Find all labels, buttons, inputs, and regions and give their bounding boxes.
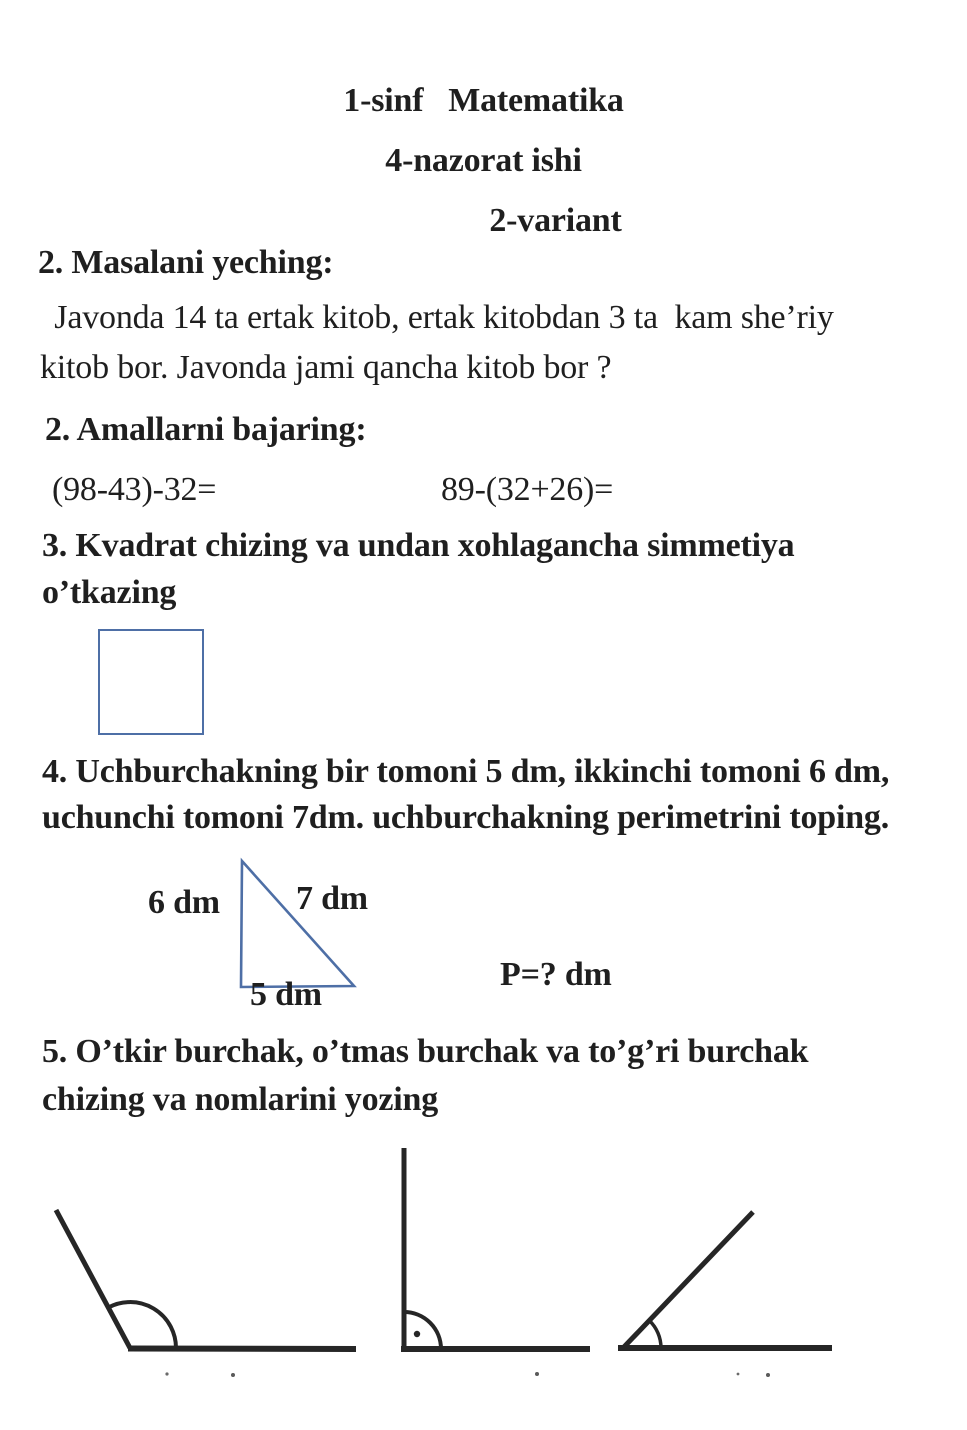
angles-task-heading-line1: 5. O’tkir burchak, o’tmas burchak va to’g’ri burchak [42, 1033, 809, 1070]
acute-angle-figure [610, 1200, 845, 1385]
test-title: 4-nazorat ishi [385, 142, 582, 179]
triangle-left-side-label: 6 dm [148, 884, 220, 921]
angles-task-heading-line2: chizing va nomlarini yozing [42, 1081, 439, 1118]
variant-label: 2-variant [489, 202, 622, 239]
operations-heading: 2. Amallarni bajaring: [45, 411, 367, 448]
square-task-heading-line2: o’tkazing [42, 574, 177, 611]
obtuse-angle-figure [40, 1198, 370, 1388]
perimeter-question-label: P=? dm [500, 956, 612, 993]
word-problem-text-line1: Javonda 14 ta ertak kitob, ertak kitobdan 3 ta kam she’riy [46, 299, 834, 336]
triangle-base-label: 5 dm [250, 976, 322, 1013]
scan-speck [737, 1373, 740, 1376]
triangle-task-heading-line2: uchunchi tomoni 7dm. uchburchakning perimetrini toping. [42, 799, 890, 836]
word-problem-heading: 2. Masalani yeching: [38, 244, 334, 281]
triangle-hypotenuse-label: 7 dm [296, 880, 368, 917]
square-task-heading-line1: 3. Kvadrat chizing va undan xohlagancha simmetiya [42, 527, 795, 564]
scan-speck [231, 1373, 235, 1377]
right-angle-figure [390, 1142, 605, 1382]
scan-speck [165, 1372, 168, 1375]
course-title: 1-sinf Matematika [343, 82, 624, 119]
scan-speck [535, 1372, 539, 1376]
triangle-task-heading-line1: 4. Uchburchakning bir tomoni 5 dm, ikkinchi tomoni 6 dm, [42, 753, 890, 790]
expression-right: 89-(32+26)= [441, 471, 614, 508]
scan-speck [766, 1373, 770, 1377]
angle-vertex-dot [414, 1331, 420, 1337]
square-figure [98, 629, 204, 735]
word-problem-text-line2: kitob bor. Javonda jami qancha kitob bor ? [40, 349, 612, 386]
expression-left: (98-43)-32= [52, 471, 217, 508]
